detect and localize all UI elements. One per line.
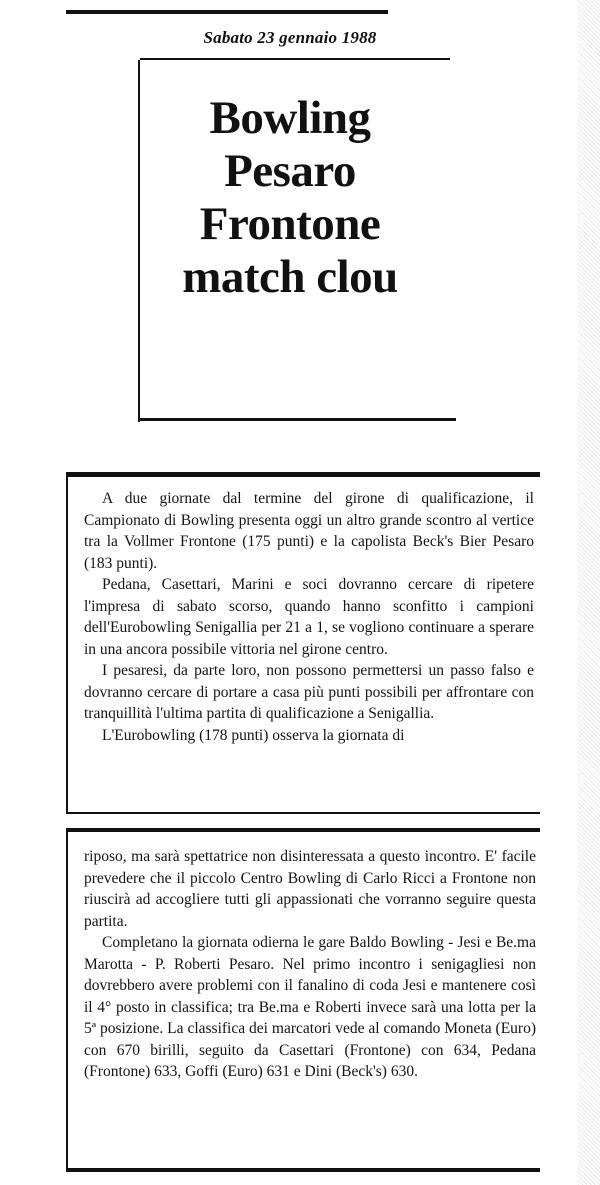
paragraph: riposo, ma sarà spettatrice non disinteressata a questo incontro. E' facile prevedere che il piccolo Centro Bowling di Carlo Ricci a Frontone non riuscirà ad accogliere tutti gli appassionati che vorranno seguire questa partita. bbox=[84, 848, 536, 930]
paragraph: Completano la giornata odierna le gare Baldo Bowling - Jesi e Be.ma Marotta - P. Roberti Pesaro. Nel primo incontro i senigagliesi non dovrebbero avere problemi con il fanalino di coda Jesi e mantenere così il 4° posto in classifica; tra Be.ma e Roberti invece sarà una lotta per la 5ª posizione. La classifica dei marcatori vede al comando Moneta (Euro) con 670 birilli, seguito da Casettari (Frontone) con 634, Pedana (Frontone) 633, Goffi (Euro) 631 e Dini (Beck's) 630. bbox=[84, 934, 536, 1080]
column-2-text bbox=[84, 846, 536, 1083]
headline-line-2: Pesaro bbox=[224, 145, 356, 197]
headline-box-bottom-rule bbox=[138, 418, 456, 421]
column-1-top-rule bbox=[66, 472, 540, 477]
scan-border bbox=[578, 0, 600, 1185]
paragraph: A due giornate dal termine del girone di qualificazione, il Campionato di Bowling presenta oggi un altro grande scontro al vertice tra la Vollmer Frontone (175 punti) e la capolista Beck's Bier Pesaro (183 punti). bbox=[84, 490, 534, 572]
column-1-text bbox=[84, 488, 534, 746]
column-2-bottom-rule bbox=[66, 1168, 540, 1172]
headline-line-3: Frontone bbox=[199, 198, 381, 250]
paragraph: L'Eurobowling (178 punti) osserva la giornata di bbox=[102, 726, 405, 744]
paragraph: I pesaresi, da parte loro, non possono permettersi un passo falso e dovranno cercare di portare a casa più punti possibili per affrontare con tranquillità l'ultima partita di qualificazione a Senigallia. bbox=[84, 662, 534, 722]
column-1-left-rule bbox=[66, 477, 68, 813]
dateline: Sabato 23 gennaio 1988 bbox=[203, 28, 377, 47]
headline-box-left-rule bbox=[138, 60, 140, 422]
dateline-rule bbox=[140, 58, 450, 60]
column-2-top-rule bbox=[66, 828, 540, 832]
headline bbox=[120, 92, 460, 304]
headline-line-1: Bowling bbox=[209, 92, 371, 144]
top-rule bbox=[66, 10, 388, 14]
column-1-bottom-rule bbox=[66, 812, 540, 814]
column-2-left-rule bbox=[66, 832, 68, 1172]
headline-line-4: match clou bbox=[182, 251, 398, 303]
paragraph: Pedana, Casettari, Marini e soci dovranno cercare di ripetere l'impresa di sabato scorso, quando hanno sconfitto i campioni dell'Eurobowling Senigallia per 21 a 1, se vogliono continuare a sperare in una ancora possibile vittoria nel girone centro. bbox=[84, 576, 534, 658]
